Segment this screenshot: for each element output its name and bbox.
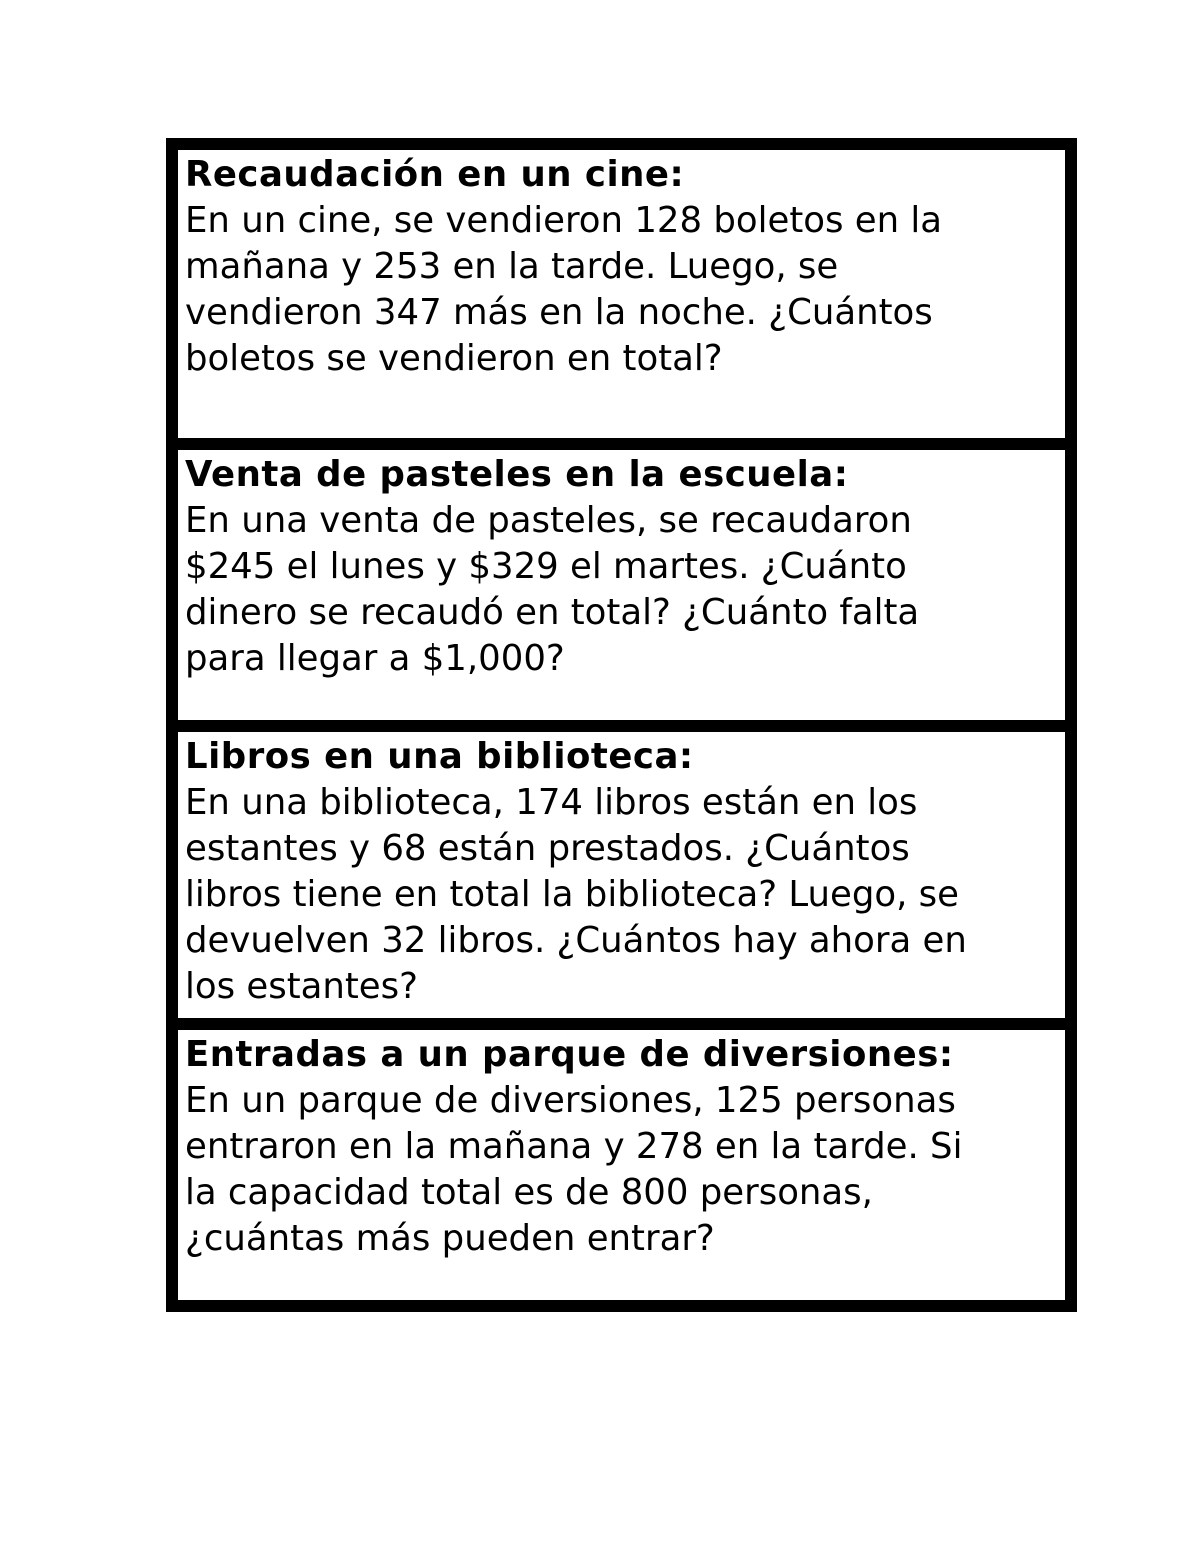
problem-text: En una biblioteca, 174 libros están en los estantes y 68 están prestados. ¿Cuántos libros tiene en total la biblioteca? Luego, se devuelven 32 libros. ¿Cuántos hay ahora en los estantes? [185,782,967,1007]
problem-text: En un parque de diversiones, 125 personas entraron en la mañana y 278 en la tarde. Si la capacidad total es de 800 personas, ¿cuántas más pueden entrar? [185,1080,963,1259]
problem-title: Recaudación en un cine: [185,154,685,195]
problem-title: Venta de pasteles en la escuela: [185,454,849,495]
problem-title: Entradas a un parque de diversiones: [185,1034,954,1075]
problem-title: Libros en una biblioteca: [185,736,694,777]
problem-card-bake-sale [178,438,1065,720]
problem-text: En un cine, se vendieron 128 boletos en la mañana y 253 en la tarde. Luego, se vendieron 347 más en la noche. ¿Cuántos boletos se vendieron en total? [185,200,942,379]
problem-card-library [178,720,1065,1018]
word-problems-table [166,138,1077,1312]
problem-card-amusement-park [178,1018,1065,1300]
problem-text: En una venta de pasteles, se recaudaron $245 el lunes y $329 el martes. ¿Cuánto dinero se recaudó en total? ¿Cuánto falta para llegar a $1,000? [185,500,920,679]
problem-card-cinema [178,150,1065,438]
